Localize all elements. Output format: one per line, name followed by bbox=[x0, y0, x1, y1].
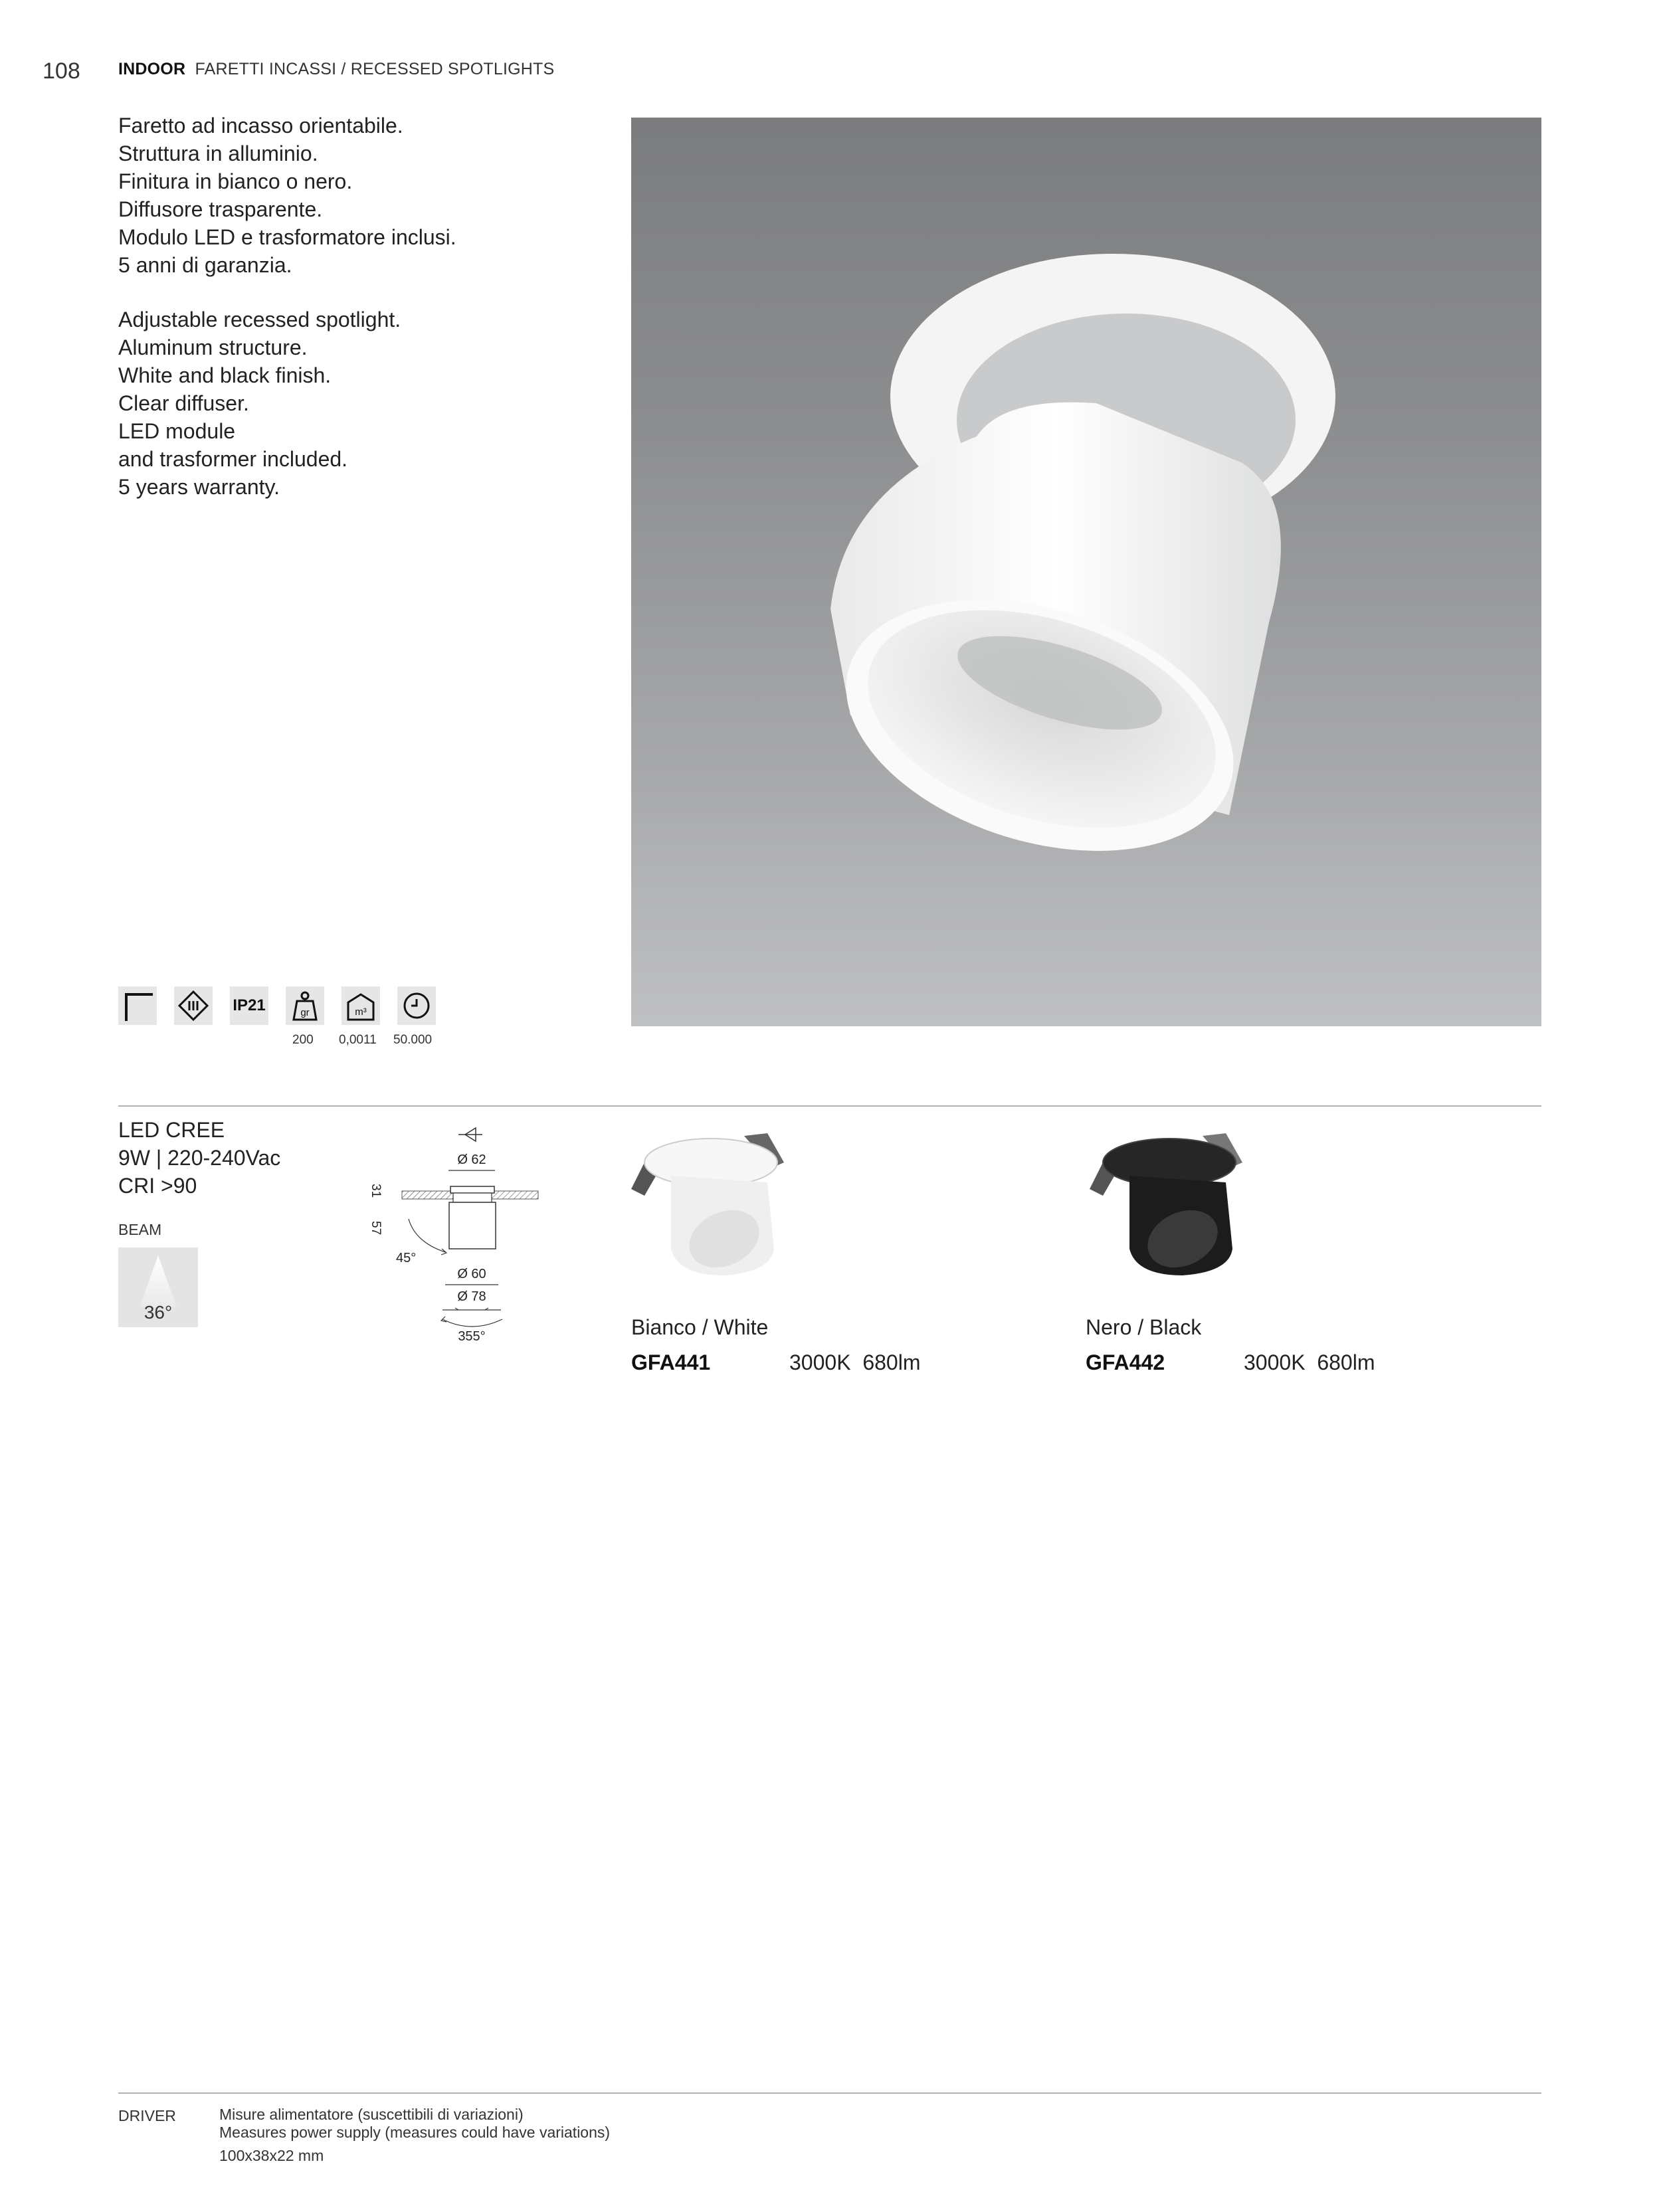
dim-a: 31 bbox=[369, 1184, 383, 1198]
description-line: Faretto ad incasso orientabile. bbox=[118, 114, 403, 138]
dimension-drawing bbox=[359, 1123, 558, 1348]
driver-info bbox=[219, 2106, 610, 2165]
product-code-white: GFA441 bbox=[631, 1350, 711, 1374]
description-line: Clear diffuser. bbox=[118, 391, 249, 415]
section-title: INDOOR bbox=[118, 60, 186, 78]
lifetime-icon bbox=[397, 986, 436, 1025]
description-line: Adjustable recessed spotlight. bbox=[118, 308, 401, 331]
spotlight-illustration bbox=[631, 118, 1541, 1026]
product-spec-black bbox=[1244, 1350, 1375, 1375]
driver-line-en: Measures power supply (measures could have variations) bbox=[219, 2124, 611, 2141]
description-line: and trasformer included. bbox=[118, 447, 348, 471]
product-image-black bbox=[1083, 1123, 1302, 1302]
dim-inner: Ø 60 bbox=[457, 1267, 486, 1281]
product-cct: 3000K bbox=[1244, 1350, 1306, 1374]
description-line: Modulo LED e trasformatore inclusi. bbox=[118, 225, 456, 249]
recessed-mount-icon bbox=[118, 986, 157, 1025]
product-finish-black: Nero / Black bbox=[1086, 1315, 1202, 1339]
dim-rotation: 355° bbox=[458, 1329, 486, 1344]
product-finish-white: Bianco / White bbox=[631, 1315, 769, 1339]
description-line: Aluminum structure. bbox=[118, 335, 308, 359]
product-spec-white bbox=[789, 1350, 920, 1375]
driver-size: 100x38x22 mm bbox=[219, 2147, 324, 2164]
technical-specs bbox=[118, 1116, 280, 1200]
lifetime-value: 50.000 bbox=[393, 1033, 433, 1047]
spec-power: 9W | 220-240Vac bbox=[118, 1146, 281, 1170]
section-divider bbox=[118, 1105, 1541, 1107]
product-cct: 3000K bbox=[789, 1350, 851, 1374]
class-iii-icon bbox=[174, 986, 213, 1025]
dim-tilt: 45° bbox=[396, 1251, 417, 1265]
svg-text:m³: m³ bbox=[355, 1006, 367, 1018]
section-subtitle: FARETTI INCASSI / RECESSED SPOTLIGHTS bbox=[195, 60, 555, 78]
description-italian bbox=[118, 112, 456, 279]
dim-b: 57 bbox=[369, 1221, 383, 1236]
beam-label: BEAM bbox=[118, 1221, 162, 1238]
description-line: Finitura in bianco o nero. bbox=[118, 169, 353, 193]
description-english bbox=[118, 306, 401, 501]
driver-line-it: Misure alimentatore (suscettibili di variazioni) bbox=[219, 2106, 524, 2123]
description-line: White and black finish. bbox=[118, 363, 332, 387]
weight-value: 200 bbox=[292, 1033, 314, 1047]
volume-value: 0,0011 bbox=[339, 1033, 377, 1047]
hero-product-photo bbox=[631, 118, 1541, 1026]
spec-led: LED CREE bbox=[118, 1118, 225, 1142]
description-line: LED module bbox=[118, 419, 236, 443]
page-header bbox=[118, 60, 554, 79]
ip-rating-icon bbox=[230, 986, 268, 1025]
dim-top: Ø 62 bbox=[457, 1152, 486, 1167]
feature-icons bbox=[118, 986, 437, 1026]
svg-text:gr: gr bbox=[300, 1007, 310, 1018]
product-code-black: GFA442 bbox=[1086, 1350, 1165, 1374]
page-number: 108 bbox=[43, 58, 80, 84]
volume-icon bbox=[342, 986, 380, 1025]
spec-cri: CRI >90 bbox=[118, 1174, 197, 1198]
ip-rating-label: IP21 bbox=[233, 996, 266, 1014]
driver-label: DRIVER bbox=[118, 2107, 176, 2124]
beam-angle-box bbox=[118, 1247, 198, 1327]
description-line: 5 anni di garanzia. bbox=[118, 253, 292, 277]
dim-outer: Ø 78 bbox=[457, 1289, 486, 1304]
product-lumen: 680lm bbox=[1317, 1350, 1375, 1374]
description-line: 5 years warranty. bbox=[118, 475, 280, 499]
weight-icon bbox=[286, 986, 324, 1025]
product-image-white bbox=[625, 1123, 844, 1302]
beam-angle-value: 36° bbox=[144, 1302, 173, 1323]
description-line: Struttura in alluminio. bbox=[118, 141, 318, 165]
footer-divider bbox=[118, 2092, 1541, 2094]
description-line: Diffusore trasparente. bbox=[118, 197, 323, 221]
cut-symbol-icon bbox=[458, 1128, 482, 1141]
product-lumen: 680lm bbox=[862, 1350, 921, 1374]
